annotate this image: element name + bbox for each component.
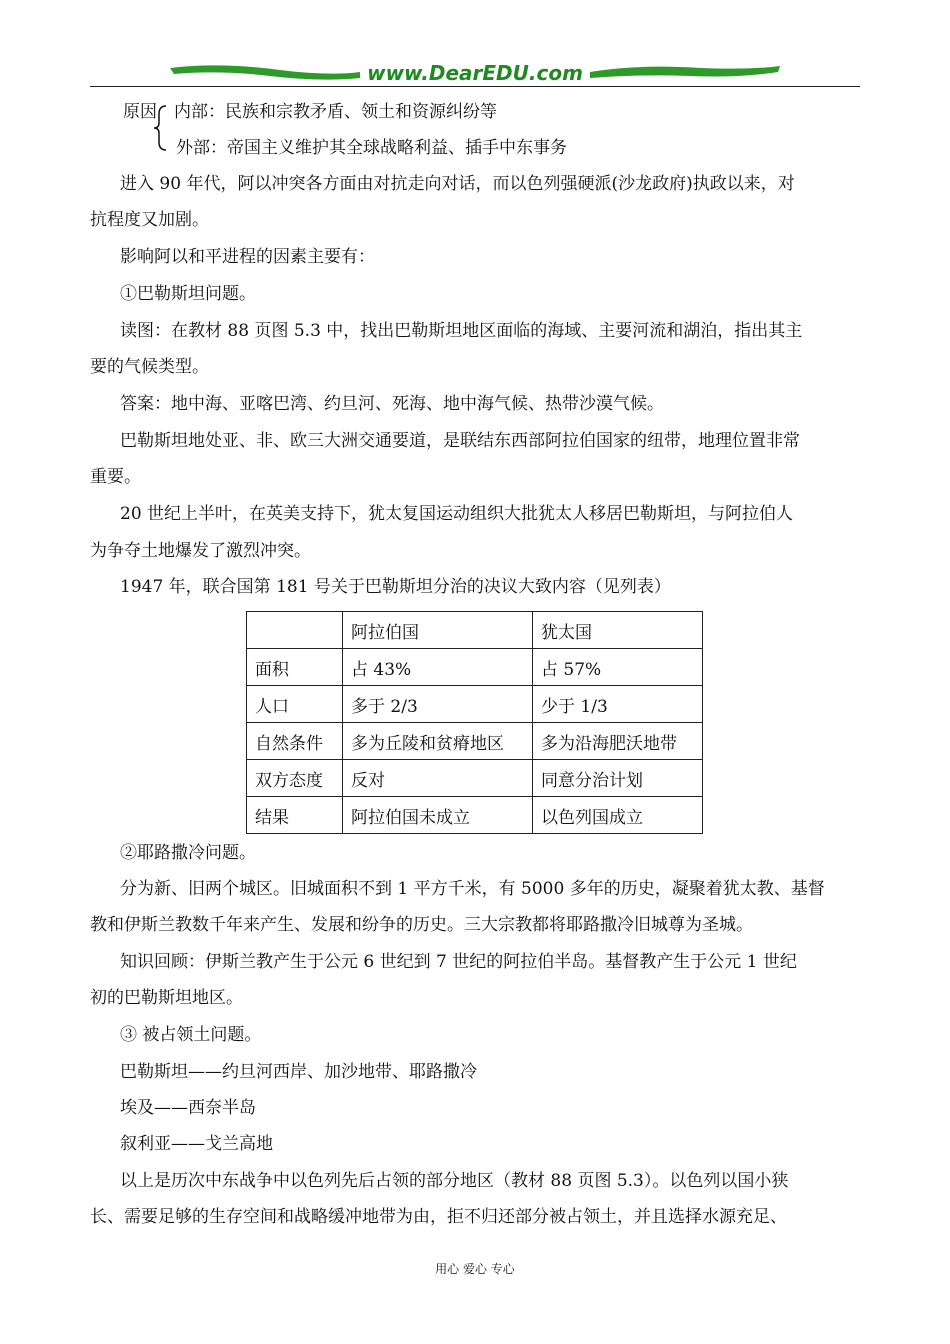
table-cell: 双方态度 xyxy=(247,760,343,797)
table-cell: 面积 xyxy=(247,649,343,686)
table-header-cell: 阿拉伯国 xyxy=(343,612,533,649)
reason-label: 原因 xyxy=(123,102,157,122)
paragraph-line: 抗程度又加剧。 xyxy=(90,210,209,230)
table-cell: 多为丘陵和贫瘠地区 xyxy=(343,723,533,760)
reason-external: 外部：帝国主义维护其全球战略利益、插手中东事务 xyxy=(176,138,567,158)
table-cell: 多为沿海肥沃地带 xyxy=(533,723,703,760)
territory-item: 叙利亚——戈兰高地 xyxy=(120,1134,273,1154)
table-cell: 反对 xyxy=(343,760,533,797)
paragraph-line: 读图：在教材 88 页图 5.3 中，找出巴勒斯坦地区面临的海域、主要河流和湖泊，指出其主 xyxy=(120,321,803,341)
table-cell: 同意分治计划 xyxy=(533,760,703,797)
section-heading: ②耶路撒冷问题。 xyxy=(120,843,256,863)
paragraph-line: 长、需要足够的生存空间和战略缓冲地带为由，拒不归还部分被占领土，并且选择水源充足、 xyxy=(90,1207,787,1227)
paragraph-line: 初的巴勒斯坦地区。 xyxy=(90,988,243,1008)
partition-table xyxy=(246,611,703,834)
paragraph-line: 进入 90 年代，阿以冲突各方面由对抗走向对话，而以色列强硬派(沙龙政府)执政以来，对 xyxy=(120,174,795,194)
paragraph-line: 要的气候类型。 xyxy=(90,357,209,377)
table-row xyxy=(247,797,703,834)
table-row xyxy=(247,686,703,723)
table-header-cell: 犹太国 xyxy=(533,612,703,649)
territory-item: 埃及——西奈半岛 xyxy=(120,1098,256,1118)
paragraph-line: 为争夺土地爆发了激烈冲突。 xyxy=(90,541,311,561)
paragraph-line: 重要。 xyxy=(90,467,141,487)
table-cell: 少于 1/3 xyxy=(533,686,703,723)
paragraph-line: 教和伊斯兰教数千年来产生、发展和纷争的历史。三大宗教都将耶路撒冷旧城尊为圣城。 xyxy=(90,915,753,935)
paragraph-line: 答案：地中海、亚喀巴湾、约旦河、死海、地中海气候、热带沙漠气候。 xyxy=(120,394,664,414)
logo-text: www.DearEDU.com xyxy=(367,61,583,85)
table-row xyxy=(247,760,703,797)
logo-right-swoosh xyxy=(590,66,780,78)
table-cell: 人口 xyxy=(247,686,343,723)
table-header-cell xyxy=(247,612,343,649)
header-rule xyxy=(90,86,860,87)
section-heading: ③ 被占领土问题。 xyxy=(120,1025,262,1045)
table-row xyxy=(247,649,703,686)
reason-internal: 内部：民族和宗教矛盾、领土和资源纠纷等 xyxy=(174,102,497,122)
table-cell: 结果 xyxy=(247,797,343,834)
table-cell: 多于 2/3 xyxy=(343,686,533,723)
paragraph-line: 巴勒斯坦地处亚、非、欧三大洲交通要道，是联结东西部阿拉伯国家的纽带，地理位置非常 xyxy=(120,431,800,451)
site-logo xyxy=(160,58,790,88)
section-heading: ①巴勒斯坦问题。 xyxy=(120,284,256,304)
page-footer: 用心 爱心 专心 xyxy=(435,1262,515,1276)
territory-item: 巴勒斯坦——约旦河西岸、加沙地带、耶路撒冷 xyxy=(120,1062,477,1082)
table-header-row xyxy=(247,612,703,649)
table-cell: 占 57% xyxy=(533,649,703,686)
paragraph-line: 影响阿以和平进程的因素主要有： xyxy=(120,247,375,267)
table-row xyxy=(247,723,703,760)
table-cell: 阿拉伯国未成立 xyxy=(343,797,533,834)
paragraph-line: 以上是历次中东战争中以色列先后占领的部分地区（教材 88 页图 5.3）。以色列以国小狭 xyxy=(120,1171,789,1191)
table-cell: 占 43% xyxy=(343,649,533,686)
logo-left-swoosh xyxy=(170,65,360,79)
paragraph-line: 1947 年，联合国第 181 号关于巴勒斯坦分治的决议大致内容（见列表） xyxy=(120,577,671,597)
table-cell: 以色列国成立 xyxy=(533,797,703,834)
paragraph-line: 知识回顾：伊斯兰教产生于公元 6 世纪到 7 世纪的阿拉伯半岛。基督教产生于公元 1 世纪 xyxy=(120,952,797,972)
paragraph-line: 20 世纪上半叶，在英美支持下，犹太复国运动组织大批犹太人移居巴勒斯坦，与阿拉伯人 xyxy=(120,504,794,524)
table-cell: 自然条件 xyxy=(247,723,343,760)
paragraph-line: 分为新、旧两个城区。旧城面积不到 1 平方千米，有 5000 多年的历史，凝聚着犹太教、基督 xyxy=(120,879,825,899)
